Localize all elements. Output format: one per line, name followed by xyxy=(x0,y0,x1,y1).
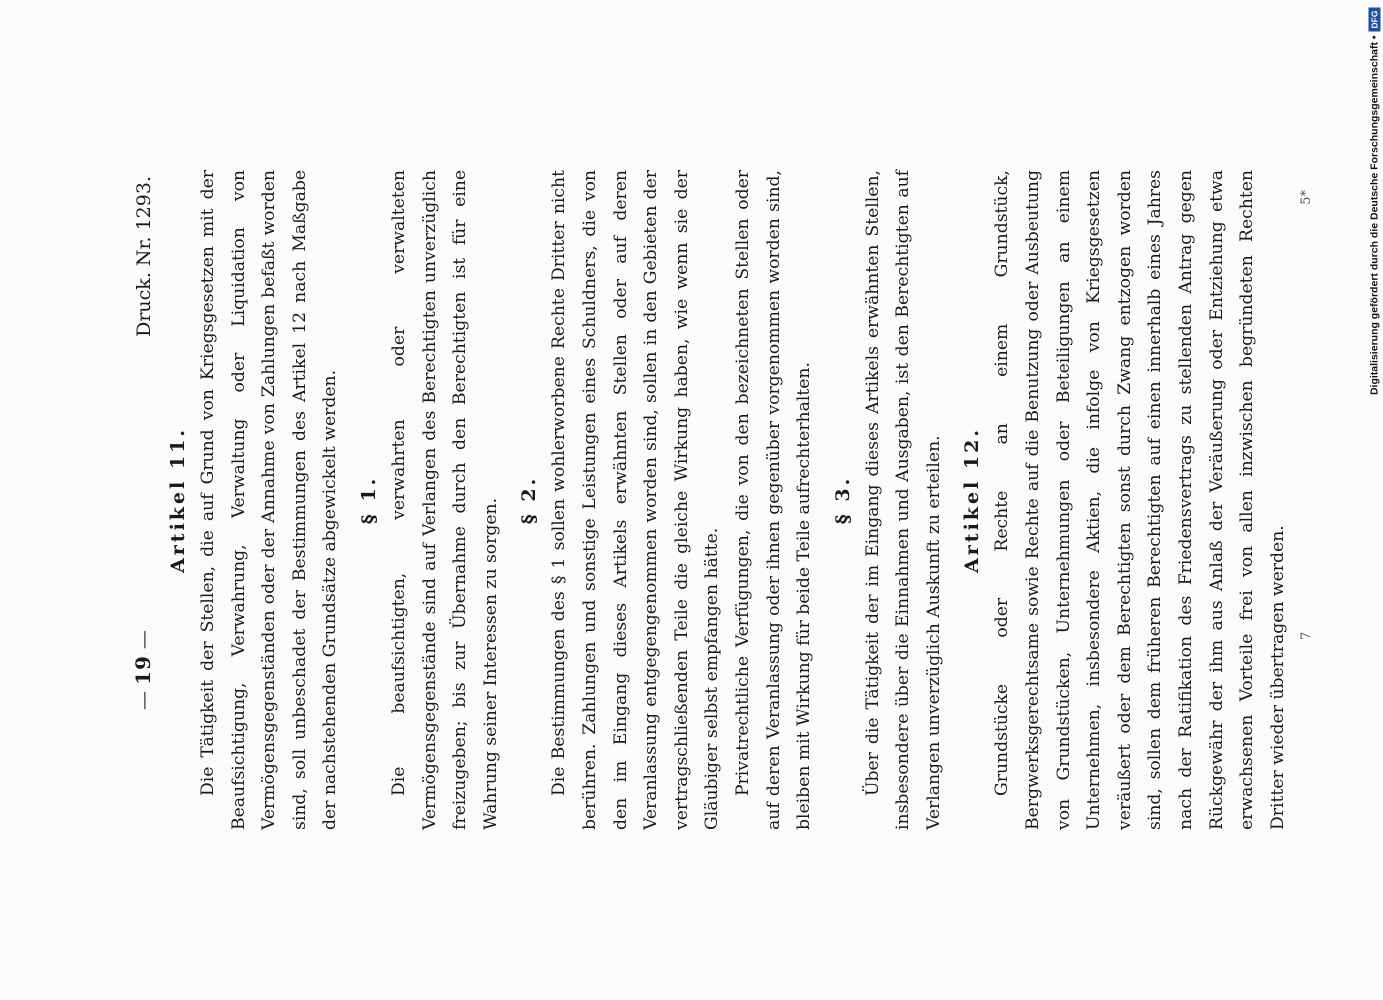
section-1-heading: § 1. xyxy=(357,475,380,525)
section-3-text: Über die Tätigkeit der im Eingang dieses Artikels erwähnten Stellen, insbesondere über die Einnahmen und Ausgaben, ist den Berechtigten auf Verlangen unverzüglich Auskunft zu erteilen. xyxy=(862,170,944,830)
dash-left: — xyxy=(133,691,155,710)
article-12-heading: Artikel 12. xyxy=(961,427,984,573)
section-3-heading: § 3. xyxy=(831,475,854,525)
page-header xyxy=(131,170,161,830)
section-1-text: Die beaufsichtigten, verwahrten oder verwalteten Vermögensgegenstände sind auf Verlangen des Berechtigten unverzüglich freizugeben; bis zur Übernahme durch den Berechtigten ist für eine Wahrung seiner Interessen zu sorgen. xyxy=(388,170,501,830)
section-2-text-2: Privatrechtliche Verfügungen, die von den bezeichneten Stellen oder auf deren Veranlassung oder ihnen gegenüber vorgenommen worden sind, bleiben mit Wirkung für beide Teile aufrechterhalten. xyxy=(732,170,815,830)
dfg-credit-text: Digitalisierung gefördert durch die Deutsche Forschungsgemeinschaft • xyxy=(1368,35,1380,396)
dfg-logo: DFG xyxy=(1368,8,1380,32)
print-reference: Druck. Nr. 1293. xyxy=(133,176,155,337)
section-2-text-1: Die Bestimmungen des § 1 sollen wohlerworbene Rechte Dritter nicht berühren. Zahlungen und sonstige Leistungen eines Schuldners, die von den im Eingang dieses Artikels erwähnten Stellen oder auf deren Veranlassung entgegengenommen worden sind, sollen in den Gebieten der vertragschließenden Teile die gleiche Wirkung haben, wie wenn sie der Gläubiger selbst empfangen hätte. xyxy=(549,170,723,830)
dfg-credit-strip xyxy=(1368,8,1381,396)
dash-right: — xyxy=(133,630,155,650)
article-11-heading: Artikel 11. xyxy=(167,427,189,573)
section-2-heading: § 2. xyxy=(518,475,541,525)
rotated-document-page xyxy=(131,170,1315,830)
dfg-credit xyxy=(1368,8,1381,396)
page-number-group xyxy=(131,630,155,710)
page-number: 19 xyxy=(131,655,155,685)
sheet-mark: 5* xyxy=(1299,190,1315,205)
signature-mark: 7 xyxy=(1299,631,1315,640)
article-11-text: Die Tätigkeit der Stellen, die auf Grund von Kriegsgesetzen mit der Beaufsichtigung, Verwahrung, Verwaltung oder Liquidation von Vermögensgegenständen oder der Annahme von Zahlungen befaßt worden sind, soll unbeschadet der Bestimmungen des Artikel 12 nach Maßgabe der nachstehenden Grundsätze abgewickelt werden. xyxy=(198,170,341,830)
article-12-text: Grundstücke oder Rechte an einem Grundstück, Bergwerksgerechtsame sowie Rechte auf die Benutzung oder Ausbeutung von Grundstücken, Unternehmungen oder Beteiligungen an einem Unternehmen, insbesondere Aktien, die infolge von Kriegsgesetzen veräußert oder dem Berechtigten sonst durch Zwang entzogen worden sind, sollen dem früheren Berechtigten auf einen innerhalb eines Jahres nach der Ratifikation des Friedensvertrags zu stellenden Antrag gegen Rückgewähr der ihm aus Anlaß der Veräußerung oder Entziehung etwa erwachsenen Vorteile frei von allen inzwischen begründeten Rechten Dritter wieder übertragen werden. xyxy=(992,170,1288,830)
page-footer xyxy=(1293,170,1314,830)
